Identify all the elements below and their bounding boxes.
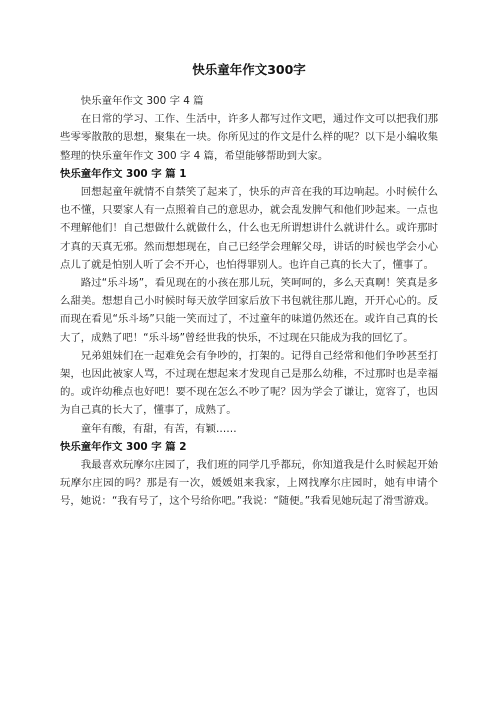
section-1-heading: 快乐童年作文 300 字 篇 1 (60, 167, 187, 180)
document-page (60, 62, 438, 511)
intro-paragraph: 在日常的学习、工作、生活中，许多人都写过作文吧，通过作文可以把我们那些零零散散的思想，聚集在一块。你所见过的作文是什么样的呢？以下是小编收集整理的快乐童年作文 300 字 4 篇，希望能够帮助到大家。 (60, 113, 438, 162)
section-2-heading: 快乐童年作文 300 字 篇 2 (60, 440, 187, 453)
section-1-paragraph-1: 回想起童年就情不自禁笑了起来了，快乐的声音在我的耳边响起。小时候什么也不懂，只要家人有一点照着自己的意思办，就会乱发脾气和他们吵起来。一点也不理解他们！自己想做什么就做什么，什么也无所谓想讲什么就讲什么。或许那时才真的天真无邪。然而想想现在，自己已经学会理解父母，讲话的时候也学会小心点儿了就是怕别人听了会不开心，也怕得罪别人。也许自己真的长大了，懂事了。 (60, 186, 438, 271)
section-1-paragraph-4: 童年有酸，有甜，有苦，有颖…… (80, 422, 237, 435)
section-2-paragraph-1: 我最喜欢玩摩尔庄园了，我们班的同学几乎都玩，你知道我是什么时候起开始玩摩尔庄园的吗？那是有一次，媛媛姐来我家，上网找摩尔庄园时，她有申请个号，她说：“我有号了，这个号给你吧。”我说：“随便。”我看见她玩起了滑雪游戏。 (60, 459, 438, 508)
document-title: 快乐童年作文300字 (192, 62, 306, 77)
section-1-paragraph-3: 兄弟姐妹们在一起难免会有争吵的，打架的。记得自己经常和他们争吵甚至打架，也因此被家人骂，不过现在想起来才发现自己是那么幼稚，不过那时也是幸福的。或许幼稚点也好吧！要不现在怎么不吵了呢？因为学会了谦让，宽容了，也因为自己真的长大了，懂事了，成熟了。 (60, 349, 438, 417)
section-1-paragraph-2: 路过“乐斗场”，看见现在的小孩在那儿玩，笑呵呵的，多么天真啊！笑真是多么甜美。想想自己小时候时每天放学回家后放下书包就往那儿跑，开开心心的。反而现在看见“乐斗场”只能一笑而过了，不过童年的味道仍然还在。或许自己真的长大了，成熟了吧！“乐斗场”曾经世我的快乐，不过现在只能成为我的回忆了。 (60, 277, 438, 344)
document-subtitle: 快乐童年作文 300 字 4 篇 (80, 95, 204, 107)
